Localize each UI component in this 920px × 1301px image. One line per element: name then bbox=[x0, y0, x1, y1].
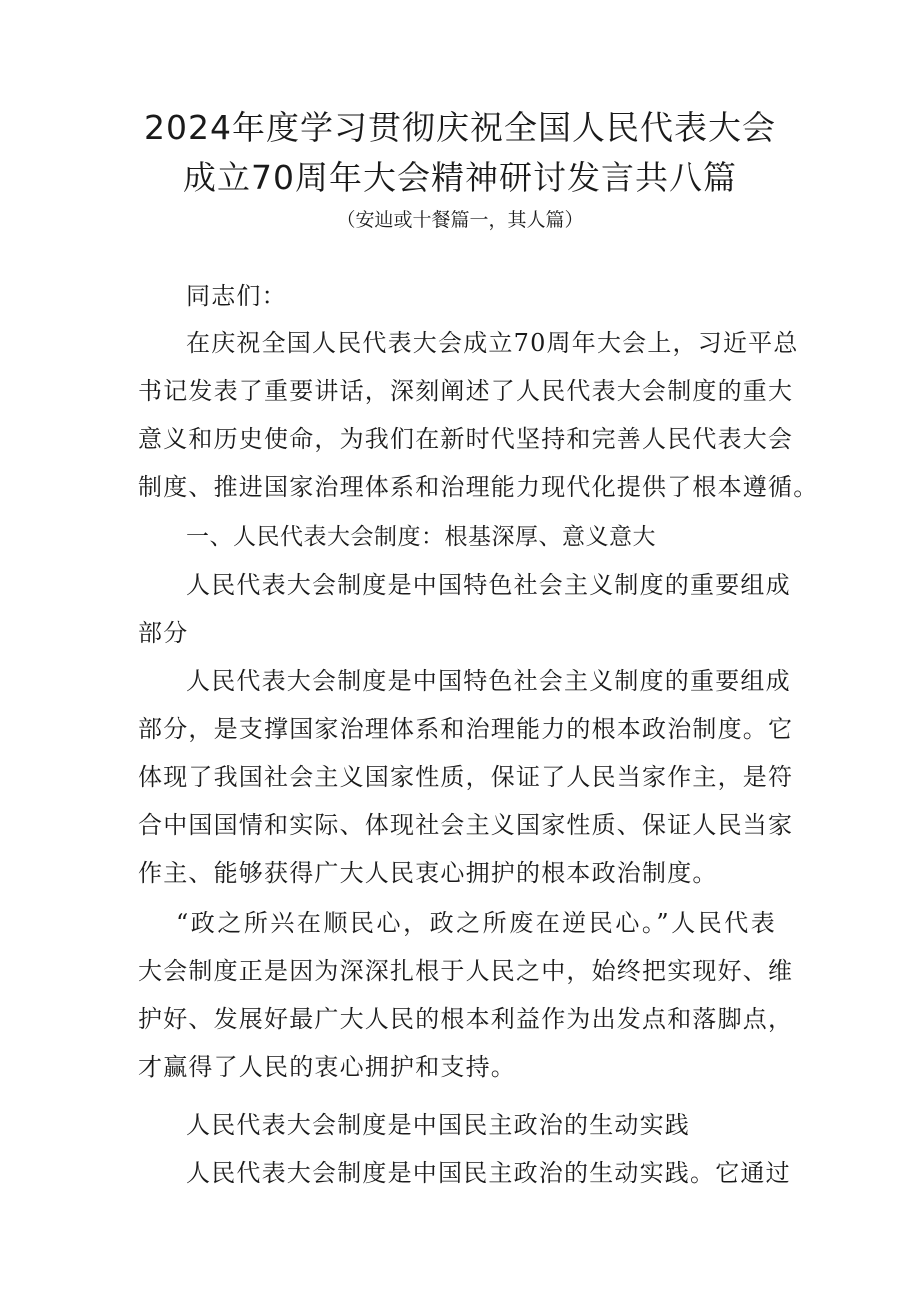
document-title-line-1: 2024年度学习贯彻庆祝全国人民代表大会 bbox=[144, 108, 776, 147]
paragraph-1-line-2: 部分，是支撑国家治理体系和治理能力的根本政治制度。它 bbox=[138, 715, 794, 743]
document-title-line-2: 成立70周年大会精神研讨发言共八篇 bbox=[183, 158, 737, 197]
intro-line-1: 在庆祝全国人民代表大会成立70周年大会上，习近平总 bbox=[186, 329, 799, 357]
paragraph-1-line-4: 合中国国情和实际、体现社会主义国家性质、保证人民当家 bbox=[138, 811, 794, 839]
intro-line-2: 书记发表了重要讲话，深刻阐述了人民代表大会制度的重大 bbox=[138, 377, 794, 405]
section-1-subheading-1-line-1: 人民代表大会制度是中国特色社会主义制度的重要组成 bbox=[186, 571, 791, 599]
paragraph-1-line-1: 人民代表大会制度是中国特色社会主义制度的重要组成 bbox=[186, 667, 791, 695]
paragraph-2-line-1: “政之所兴在顺民心，政之所废在逆民心。”人民代表 bbox=[176, 909, 776, 937]
section-1-subheading-1-line-2: 部分 bbox=[138, 619, 189, 647]
salutation: 同志们： bbox=[186, 282, 287, 310]
paragraph-1-line-5: 作主、能够获得广大人民衷心拥护的根本政治制度。 bbox=[138, 859, 718, 887]
paragraph-2-line-4: 才赢得了人民的衷心拥护和支持。 bbox=[138, 1053, 516, 1081]
paragraph-3-line-1: 人民代表大会制度是中国民主政治的生动实践。它通过 bbox=[186, 1159, 791, 1187]
paragraph-2-line-2: 大会制度正是因为深深扎根于人民之中，始终把实现好、维 bbox=[138, 957, 794, 985]
paragraph-1-line-3: 体现了我国社会主义国家性质，保证了人民当家作主，是符 bbox=[138, 763, 794, 791]
paragraph-2-line-3: 护好、发展好最广大人民的根本利益作为出发点和落脚点， bbox=[138, 1005, 794, 1033]
section-1-subheading-2: 人民代表大会制度是中国民主政治的生动实践 bbox=[186, 1111, 690, 1139]
section-1-heading: 一、人民代表大会制度：根基深厚、意义意大 bbox=[186, 524, 656, 550]
document-subtitle: （安辿或十餐篇一，其人篇） bbox=[336, 209, 584, 231]
intro-line-4: 制度、推进国家治理体系和治理能力现代化提供了根本遵循。 bbox=[138, 473, 819, 501]
intro-line-3: 意义和历史使命，为我们在新时代坚持和完善人民代表大会 bbox=[138, 425, 794, 453]
